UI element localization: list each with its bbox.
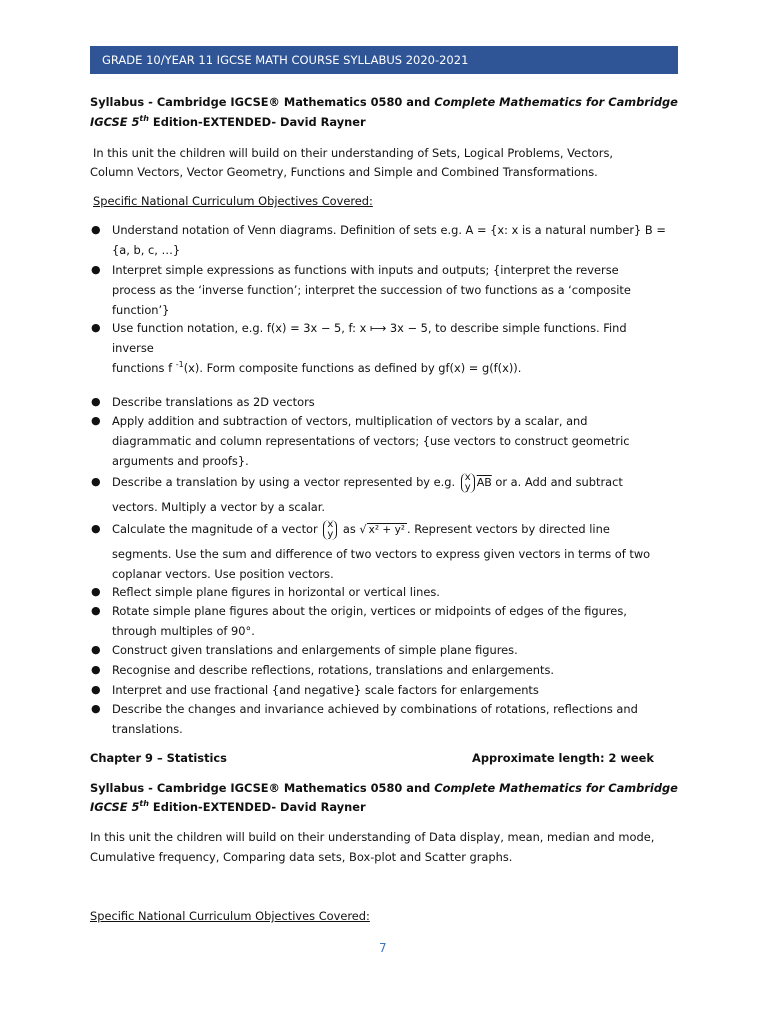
list-item — [91, 471, 623, 517]
vector-bottom: y — [464, 481, 471, 493]
list-item — [91, 411, 630, 471]
list-item-text: arguments and proofs}. — [112, 454, 249, 468]
syllabus-edition-italic: IGCSE 5 — [90, 115, 140, 129]
list-item — [91, 680, 539, 700]
list-item — [91, 660, 555, 680]
list-item — [91, 318, 627, 378]
vector-ab: $\overline{AB}$ — [476, 476, 492, 489]
vector-bottom: y — [327, 528, 334, 540]
vector-top: x — [327, 518, 334, 530]
syllabus-prefix: Syllabus - Cambridge IGCSE® Mathematics 0580 and — [90, 95, 435, 109]
list-item-text: Describe translations as 2D vectors — [112, 395, 315, 409]
syllabus-prefix: Syllabus - Cambridge IGCSE® Mathematics 0580 and — [90, 781, 435, 795]
list-item-text: Reflect simple plane figures in horizontal or vertical lines. — [112, 585, 440, 599]
column-vector — [461, 473, 475, 493]
bullet-dot: ● — [91, 263, 101, 276]
list-item — [91, 260, 631, 320]
syllabus-reference — [90, 778, 678, 798]
list-item-text: vectors. Multiply a vector by a scalar. — [112, 500, 326, 514]
list-item-text — [112, 472, 623, 493]
composite-text: (x). Form composite functions as defined by gf(x) = g(f(x)). — [183, 361, 522, 375]
list-item-text: Interpret simple expressions as functions with inputs and outputs; {interpret the reverse — [112, 263, 619, 277]
bullet-dot: ● — [91, 395, 101, 408]
objectives-heading: Specific National Curriculum Objectives Covered: — [90, 909, 370, 923]
bullet-dot: ● — [91, 702, 101, 715]
list-item — [91, 518, 651, 584]
list-item-text: Recognise and describe reflections, rotations, translations and enlargements. — [112, 663, 555, 677]
chapter-length: Approximate length: 2 week — [472, 751, 654, 765]
syllabus-edition — [90, 797, 366, 817]
bullet-dot: ● — [91, 604, 101, 617]
magnitude-sqrt: x² + y² — [368, 524, 405, 536]
chapter-title: Chapter 9 – Statistics — [90, 751, 227, 765]
describe-text: Describe a translation by using a vector represented by e.g. — [112, 475, 459, 489]
list-item-text: Rotate simple plane figures about the origin, vertices or midpoints of edges of the figures, — [112, 604, 627, 618]
list-item — [91, 220, 666, 260]
list-item-text: Apply addition and subtraction of vectors, multiplication of vectors by a scalar, and — [112, 414, 588, 428]
intro-line-1: In this unit the children will build on their understanding of Data display, mean, median and mode, — [90, 830, 655, 844]
list-item — [91, 582, 440, 602]
magnitude-text-end: . Represent vectors by directed line — [407, 522, 610, 536]
bullet-dot: ● — [91, 321, 101, 334]
syllabus-edition-rest: Edition-EXTENDED- David Rayner — [148, 800, 366, 814]
list-item-text: translations. — [112, 722, 183, 736]
list-item-text: {a, b, c, …} — [112, 243, 181, 257]
list-item-text: segments. Use the sum and difference of two vectors to express given vectors in terms of two — [112, 547, 651, 561]
syllabus-edition-sup: th — [139, 114, 149, 124]
magnitude-text: Calculate the magnitude of a vector — [112, 522, 322, 536]
bullet-dot: ● — [91, 414, 101, 427]
syllabus-edition-italic: IGCSE 5 — [90, 800, 140, 814]
syllabus-book-title: Complete Mathematics for Cambridge — [434, 781, 678, 795]
intro-line-1: In this unit the children will build on their understanding of Sets, Logical Problems, Vectors, — [93, 146, 614, 160]
inverse-sup: -1 — [175, 360, 184, 370]
syllabus-reference — [90, 92, 678, 112]
list-item-text: inverse — [112, 341, 154, 355]
bullet-dot: ● — [91, 522, 101, 535]
list-item — [91, 392, 315, 412]
bullet-dot: ● — [91, 643, 101, 656]
bullet-dot: ● — [91, 663, 101, 676]
bullet-dot: ● — [91, 683, 101, 696]
list-item — [91, 699, 638, 739]
list-item-text: Interpret and use fractional {and negative} scale factors for enlargements — [112, 683, 539, 697]
describe-text-end: or a. Add and subtract — [491, 475, 623, 489]
syllabus-edition-rest: Edition-EXTENDED- David Rayner — [148, 115, 366, 129]
list-item-text: Calculate the magnitude of a vector x y as √ x² + y² . Represent vectors by directed line — [112, 518, 610, 540]
intro-line-2: Cumulative frequency, Comparing data sets, Box-plot and Scatter graphs. — [90, 850, 513, 864]
list-item-text: Describe the changes and invariance achieved by combinations of rotations, reflections and — [112, 702, 638, 716]
list-item-text: function’} — [112, 303, 170, 317]
list-item-text: Use function notation, e.g. f(x) = 3x − 5, f: x ⟼ 3x − 5, to describe simple functions. Find — [112, 321, 627, 335]
column-vector — [323, 520, 337, 540]
bullet-dot: ● — [91, 585, 101, 598]
list-item-text: process as the ‘inverse function’; interpret the succession of two functions as a ‘composite — [112, 283, 631, 297]
vector-top: x — [464, 471, 471, 483]
bullet-dot: ● — [91, 475, 101, 488]
list-item-text: Understand notation of Venn diagrams. Definition of sets e.g. A = {x: x is a natural number} B = — [112, 223, 666, 237]
list-item-text: coplanar vectors. Use position vectors. — [112, 567, 334, 581]
list-item — [91, 640, 518, 660]
list-item-text: Construct given translations and enlargements of simple plane figures. — [112, 643, 518, 657]
syllabus-edition — [90, 112, 366, 132]
magnitude-as: as — [339, 522, 360, 536]
page-number: 7 — [379, 941, 387, 955]
list-item — [91, 601, 627, 641]
list-item-text — [112, 358, 627, 378]
list-item-text: diagrammatic and column representations of vectors; {use vectors to construct geometric — [112, 434, 630, 448]
bullet-dot: ● — [91, 223, 101, 236]
intro-line-2: Column Vectors, Vector Geometry, Functions and Simple and Combined Transformations. — [90, 165, 598, 179]
inverse-text: functions f — [112, 361, 176, 375]
header-title: GRADE 10/YEAR 11 IGCSE MATH COURSE SYLLABUS 2020-2021 — [102, 53, 469, 67]
page-header-banner — [90, 46, 678, 74]
objectives-heading: Specific National Curriculum Objectives Covered: — [93, 194, 373, 208]
syllabus-edition-sup: th — [139, 799, 149, 809]
syllabus-book-title: Complete Mathematics for Cambridge — [434, 95, 678, 109]
list-item-text: through multiples of 90°. — [112, 624, 255, 638]
